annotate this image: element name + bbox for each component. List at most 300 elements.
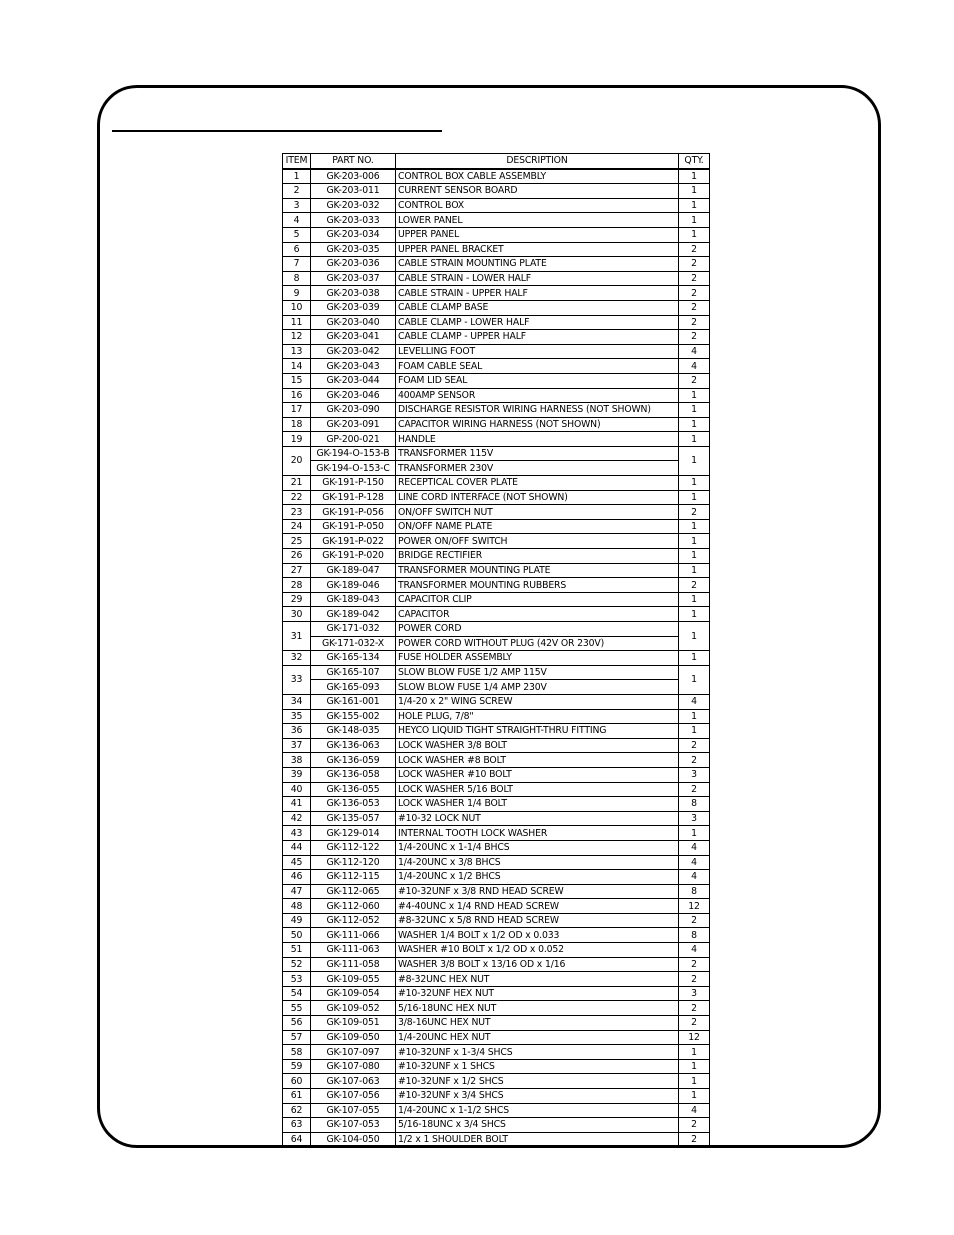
table-row bbox=[283, 257, 710, 272]
quantity: 12 bbox=[679, 1030, 710, 1045]
table-row bbox=[283, 972, 710, 987]
quantity: 1 bbox=[679, 622, 710, 651]
item-number: 30 bbox=[283, 607, 311, 622]
table-row bbox=[283, 373, 710, 388]
item-number: 8 bbox=[283, 271, 311, 286]
item-number: 47 bbox=[283, 884, 311, 899]
bill-of-materials-table bbox=[282, 153, 710, 1147]
quantity: 2 bbox=[679, 505, 710, 520]
quantity: 1 bbox=[679, 724, 710, 739]
part-number: GK-189-042 bbox=[311, 607, 396, 622]
part-number: GK-155-002 bbox=[311, 709, 396, 724]
description: WASHER #10 BOLT x 1/2 OD x 0.052 bbox=[396, 943, 679, 958]
part-number: GK-203-090 bbox=[311, 403, 396, 418]
item-number: 22 bbox=[283, 490, 311, 505]
description: POWER CORD WITHOUT PLUG (42V OR 230V) bbox=[396, 636, 679, 651]
header-item: ITEM bbox=[283, 154, 311, 169]
quantity: 1 bbox=[679, 534, 710, 549]
item-number: 36 bbox=[283, 724, 311, 739]
item-number: 19 bbox=[283, 432, 311, 447]
description: ON/OFF SWITCH NUT bbox=[396, 505, 679, 520]
part-number: GP-200-021 bbox=[311, 432, 396, 447]
quantity: 1 bbox=[679, 476, 710, 491]
quantity: 2 bbox=[679, 957, 710, 972]
table-row bbox=[283, 957, 710, 972]
table-row bbox=[283, 1089, 710, 1104]
description: LEVELLING FOOT bbox=[396, 344, 679, 359]
table-row bbox=[283, 767, 710, 782]
table-row bbox=[283, 1016, 710, 1031]
table-row bbox=[283, 782, 710, 797]
description: 1/4-20UNC HEX NUT bbox=[396, 1030, 679, 1045]
item-number: 7 bbox=[283, 257, 311, 272]
item-number: 37 bbox=[283, 738, 311, 753]
description: #8-32UNC HEX NUT bbox=[396, 972, 679, 987]
table-row bbox=[283, 811, 710, 826]
table-row bbox=[283, 446, 710, 461]
description: FUSE HOLDER ASSEMBLY bbox=[396, 651, 679, 666]
table-row bbox=[283, 1059, 710, 1074]
quantity: 1 bbox=[679, 607, 710, 622]
table-row bbox=[283, 461, 710, 476]
item-number: 64 bbox=[283, 1132, 311, 1147]
quantity: 2 bbox=[679, 738, 710, 753]
item-number: 29 bbox=[283, 592, 311, 607]
item-number: 63 bbox=[283, 1118, 311, 1133]
item-number: 35 bbox=[283, 709, 311, 724]
description: #10-32UNF x 1/2 SHCS bbox=[396, 1074, 679, 1089]
description: CURRENT SENSOR BOARD bbox=[396, 184, 679, 199]
part-number: GK-165-134 bbox=[311, 651, 396, 666]
table-row bbox=[283, 592, 710, 607]
quantity: 1 bbox=[679, 826, 710, 841]
item-number: 9 bbox=[283, 286, 311, 301]
quantity: 1 bbox=[679, 417, 710, 432]
table-row bbox=[283, 899, 710, 914]
table-row bbox=[283, 1118, 710, 1133]
item-number: 40 bbox=[283, 782, 311, 797]
description: ON/OFF NAME PLATE bbox=[396, 519, 679, 534]
table-row bbox=[283, 738, 710, 753]
quantity: 3 bbox=[679, 811, 710, 826]
item-number: 1 bbox=[283, 169, 311, 184]
item-number: 17 bbox=[283, 403, 311, 418]
part-number: GK-136-059 bbox=[311, 753, 396, 768]
item-number: 39 bbox=[283, 767, 311, 782]
table-row bbox=[283, 242, 710, 257]
description: WASHER 3/8 BOLT x 13/16 OD x 1/16 bbox=[396, 957, 679, 972]
header-qty: QTY. bbox=[679, 154, 710, 169]
quantity: 1 bbox=[679, 563, 710, 578]
part-number: GK-111-058 bbox=[311, 957, 396, 972]
item-number: 12 bbox=[283, 330, 311, 345]
quantity: 1 bbox=[679, 1074, 710, 1089]
description: UPPER PANEL bbox=[396, 227, 679, 242]
description: BRIDGE RECTIFIER bbox=[396, 549, 679, 564]
table-row bbox=[283, 884, 710, 899]
part-number: GK-203-042 bbox=[311, 344, 396, 359]
description: TRANSFORMER MOUNTING RUBBERS bbox=[396, 578, 679, 593]
table-row bbox=[283, 1030, 710, 1045]
description: 1/4-20UNC x 1-1/2 SHCS bbox=[396, 1103, 679, 1118]
quantity: 2 bbox=[679, 286, 710, 301]
table-row bbox=[283, 1074, 710, 1089]
item-number: 32 bbox=[283, 651, 311, 666]
table-row bbox=[283, 198, 710, 213]
table-row bbox=[283, 943, 710, 958]
quantity: 1 bbox=[679, 651, 710, 666]
quantity: 2 bbox=[679, 578, 710, 593]
table-row bbox=[283, 636, 710, 651]
item-number: 45 bbox=[283, 855, 311, 870]
table-row bbox=[283, 840, 710, 855]
item-number: 34 bbox=[283, 694, 311, 709]
quantity: 4 bbox=[679, 359, 710, 374]
table-row bbox=[283, 826, 710, 841]
part-number: GK-203-038 bbox=[311, 286, 396, 301]
table-row bbox=[283, 1132, 710, 1147]
item-number: 62 bbox=[283, 1103, 311, 1118]
table-row bbox=[283, 227, 710, 242]
quantity: 4 bbox=[679, 870, 710, 885]
quantity: 1 bbox=[679, 198, 710, 213]
description: 400AMP SENSOR bbox=[396, 388, 679, 403]
header-part-no: PART NO. bbox=[311, 154, 396, 169]
table-row bbox=[283, 724, 710, 739]
item-number: 58 bbox=[283, 1045, 311, 1060]
description: 1/4-20UNC x 3/8 BHCS bbox=[396, 855, 679, 870]
part-number: GK-107-055 bbox=[311, 1103, 396, 1118]
description: POWER ON/OFF SWITCH bbox=[396, 534, 679, 549]
table-body bbox=[283, 169, 710, 1147]
item-number: 56 bbox=[283, 1016, 311, 1031]
item-number: 3 bbox=[283, 198, 311, 213]
description: LOCK WASHER 5/16 BOLT bbox=[396, 782, 679, 797]
quantity: 4 bbox=[679, 1103, 710, 1118]
quantity: 2 bbox=[679, 753, 710, 768]
part-number: GK-109-055 bbox=[311, 972, 396, 987]
item-number: 41 bbox=[283, 797, 311, 812]
part-number: GK-135-057 bbox=[311, 811, 396, 826]
quantity: 1 bbox=[679, 184, 710, 199]
description: LINE CORD INTERFACE (NOT SHOWN) bbox=[396, 490, 679, 505]
item-number: 20 bbox=[283, 446, 311, 475]
quantity: 4 bbox=[679, 840, 710, 855]
description: CABLE CLAMP BASE bbox=[396, 300, 679, 315]
quantity: 3 bbox=[679, 986, 710, 1001]
part-number: GK-129-014 bbox=[311, 826, 396, 841]
description: CONTROL BOX bbox=[396, 198, 679, 213]
description: CAPACITOR WIRING HARNESS (NOT SHOWN) bbox=[396, 417, 679, 432]
table-row bbox=[283, 622, 710, 637]
table-row bbox=[283, 271, 710, 286]
quantity: 2 bbox=[679, 373, 710, 388]
description: FOAM CABLE SEAL bbox=[396, 359, 679, 374]
description: #10-32UNF x 3/4 SHCS bbox=[396, 1089, 679, 1104]
quantity: 1 bbox=[679, 490, 710, 505]
part-number: GK-165-107 bbox=[311, 665, 396, 680]
part-number: GK-191-P-050 bbox=[311, 519, 396, 534]
table-row bbox=[283, 753, 710, 768]
quantity: 1 bbox=[679, 1059, 710, 1074]
part-number: GK-136-055 bbox=[311, 782, 396, 797]
description: 1/4-20 x 2" WING SCREW bbox=[396, 694, 679, 709]
description: INTERNAL TOOTH LOCK WASHER bbox=[396, 826, 679, 841]
item-number: 43 bbox=[283, 826, 311, 841]
description: UPPER PANEL BRACKET bbox=[396, 242, 679, 257]
description: LOCK WASHER 3/8 BOLT bbox=[396, 738, 679, 753]
item-number: 48 bbox=[283, 899, 311, 914]
item-number: 33 bbox=[283, 665, 311, 694]
description: LOCK WASHER #8 BOLT bbox=[396, 753, 679, 768]
item-number: 38 bbox=[283, 753, 311, 768]
table-row bbox=[283, 330, 710, 345]
table-row bbox=[283, 534, 710, 549]
description: #8-32UNC x 5/8 RND HEAD SCREW bbox=[396, 913, 679, 928]
part-number: GK-111-063 bbox=[311, 943, 396, 958]
description: 5/16-18UNC x 3/4 SHCS bbox=[396, 1118, 679, 1133]
table-row bbox=[283, 665, 710, 680]
table-row bbox=[283, 1045, 710, 1060]
item-number: 11 bbox=[283, 315, 311, 330]
item-number: 21 bbox=[283, 476, 311, 491]
quantity: 2 bbox=[679, 271, 710, 286]
quantity: 1 bbox=[679, 227, 710, 242]
quantity: 3 bbox=[679, 767, 710, 782]
part-number: GK-191-P-150 bbox=[311, 476, 396, 491]
quantity: 1 bbox=[679, 432, 710, 447]
table-row bbox=[283, 432, 710, 447]
table-row bbox=[283, 549, 710, 564]
quantity: 2 bbox=[679, 300, 710, 315]
quantity: 2 bbox=[679, 1132, 710, 1147]
item-number: 23 bbox=[283, 505, 311, 520]
table-row bbox=[283, 607, 710, 622]
description: CAPACITOR CLIP bbox=[396, 592, 679, 607]
description: #10-32UNF x 1 SHCS bbox=[396, 1059, 679, 1074]
description: DISCHARGE RESISTOR WIRING HARNESS (NOT SHOWN) bbox=[396, 403, 679, 418]
part-number: GK-203-036 bbox=[311, 257, 396, 272]
quantity: 1 bbox=[679, 592, 710, 607]
part-number: GK-109-052 bbox=[311, 1001, 396, 1016]
part-number: GK-165-093 bbox=[311, 680, 396, 695]
quantity: 4 bbox=[679, 344, 710, 359]
item-number: 51 bbox=[283, 943, 311, 958]
part-number: GK-194-O-153-B bbox=[311, 446, 396, 461]
item-number: 53 bbox=[283, 972, 311, 987]
description: RECEPTICAL COVER PLATE bbox=[396, 476, 679, 491]
description: LOCK WASHER #10 BOLT bbox=[396, 767, 679, 782]
item-number: 42 bbox=[283, 811, 311, 826]
quantity: 1 bbox=[679, 1089, 710, 1104]
table-row bbox=[283, 169, 710, 184]
quantity: 1 bbox=[679, 665, 710, 694]
table-row bbox=[283, 519, 710, 534]
description: LOWER PANEL bbox=[396, 213, 679, 228]
table-row bbox=[283, 928, 710, 943]
part-number: GK-203-034 bbox=[311, 227, 396, 242]
header-description: DESCRIPTION bbox=[396, 154, 679, 169]
part-number: GK-109-051 bbox=[311, 1016, 396, 1031]
item-number: 31 bbox=[283, 622, 311, 651]
table-row bbox=[283, 417, 710, 432]
description: CABLE STRAIN MOUNTING PLATE bbox=[396, 257, 679, 272]
quantity: 2 bbox=[679, 782, 710, 797]
description: SLOW BLOW FUSE 1/4 AMP 230V bbox=[396, 680, 679, 695]
table-row bbox=[283, 184, 710, 199]
quantity: 4 bbox=[679, 694, 710, 709]
table-row bbox=[283, 694, 710, 709]
part-number: GK-203-011 bbox=[311, 184, 396, 199]
table-row bbox=[283, 505, 710, 520]
part-number: GK-112-122 bbox=[311, 840, 396, 855]
table-row bbox=[283, 870, 710, 885]
description: CABLE STRAIN - UPPER HALF bbox=[396, 286, 679, 301]
description: #10-32UNF x 1-3/4 SHCS bbox=[396, 1045, 679, 1060]
table-row bbox=[283, 315, 710, 330]
part-number: GK-191-P-022 bbox=[311, 534, 396, 549]
table-row bbox=[283, 855, 710, 870]
part-number: GK-203-046 bbox=[311, 388, 396, 403]
quantity: 1 bbox=[679, 169, 710, 184]
item-number: 18 bbox=[283, 417, 311, 432]
quantity: 1 bbox=[679, 403, 710, 418]
part-number: GK-136-053 bbox=[311, 797, 396, 812]
quantity: 2 bbox=[679, 330, 710, 345]
description: CONTROL BOX CABLE ASSEMBLY bbox=[396, 169, 679, 184]
part-number: GK-109-054 bbox=[311, 986, 396, 1001]
table-row bbox=[283, 403, 710, 418]
part-number: GK-112-120 bbox=[311, 855, 396, 870]
description: TRANSFORMER MOUNTING PLATE bbox=[396, 563, 679, 578]
description: TRANSFORMER 115V bbox=[396, 446, 679, 461]
table-header-row bbox=[283, 154, 710, 169]
part-number: GK-203-006 bbox=[311, 169, 396, 184]
part-number: GK-107-063 bbox=[311, 1074, 396, 1089]
description: 1/4-20UNC x 1-1/4 BHCS bbox=[396, 840, 679, 855]
part-number: GK-203-040 bbox=[311, 315, 396, 330]
part-number: GK-161-001 bbox=[311, 694, 396, 709]
table-row bbox=[283, 213, 710, 228]
item-number: 50 bbox=[283, 928, 311, 943]
part-number: GK-203-032 bbox=[311, 198, 396, 213]
part-number: GK-189-047 bbox=[311, 563, 396, 578]
quantity: 2 bbox=[679, 242, 710, 257]
table-row bbox=[283, 490, 710, 505]
part-number: GK-107-080 bbox=[311, 1059, 396, 1074]
item-number: 24 bbox=[283, 519, 311, 534]
description: TRANSFORMER 230V bbox=[396, 461, 679, 476]
item-number: 49 bbox=[283, 913, 311, 928]
description: FOAM LID SEAL bbox=[396, 373, 679, 388]
quantity: 12 bbox=[679, 899, 710, 914]
item-number: 59 bbox=[283, 1059, 311, 1074]
part-number: GK-112-060 bbox=[311, 899, 396, 914]
description: CABLE STRAIN - LOWER HALF bbox=[396, 271, 679, 286]
quantity: 2 bbox=[679, 972, 710, 987]
part-number: GK-107-053 bbox=[311, 1118, 396, 1133]
part-number: GK-194-O-153-C bbox=[311, 461, 396, 476]
part-number: GK-203-044 bbox=[311, 373, 396, 388]
item-number: 2 bbox=[283, 184, 311, 199]
part-number: GK-104-050 bbox=[311, 1132, 396, 1147]
item-number: 4 bbox=[283, 213, 311, 228]
part-number: GK-112-052 bbox=[311, 913, 396, 928]
description: 3/8-16UNC HEX NUT bbox=[396, 1016, 679, 1031]
item-number: 6 bbox=[283, 242, 311, 257]
description: #4-40UNC x 1/4 RND HEAD SCREW bbox=[396, 899, 679, 914]
table-row bbox=[283, 651, 710, 666]
part-number: GK-189-043 bbox=[311, 592, 396, 607]
description: 5/16-18UNC HEX NUT bbox=[396, 1001, 679, 1016]
part-number: GK-203-043 bbox=[311, 359, 396, 374]
quantity: 8 bbox=[679, 928, 710, 943]
quantity: 2 bbox=[679, 1118, 710, 1133]
item-number: 16 bbox=[283, 388, 311, 403]
quantity: 2 bbox=[679, 913, 710, 928]
part-number: GK-203-041 bbox=[311, 330, 396, 345]
title-underline bbox=[112, 130, 442, 132]
part-number: GK-203-091 bbox=[311, 417, 396, 432]
part-number: GK-111-066 bbox=[311, 928, 396, 943]
table-row bbox=[283, 300, 710, 315]
item-number: 14 bbox=[283, 359, 311, 374]
item-number: 44 bbox=[283, 840, 311, 855]
table-row bbox=[283, 578, 710, 593]
description: CAPACITOR bbox=[396, 607, 679, 622]
part-number: GK-203-033 bbox=[311, 213, 396, 228]
item-number: 10 bbox=[283, 300, 311, 315]
item-number: 46 bbox=[283, 870, 311, 885]
part-number: GK-203-035 bbox=[311, 242, 396, 257]
quantity: 1 bbox=[679, 1045, 710, 1060]
item-number: 54 bbox=[283, 986, 311, 1001]
part-number: GK-203-039 bbox=[311, 300, 396, 315]
description: #10-32 LOCK NUT bbox=[396, 811, 679, 826]
part-number: GK-191-P-128 bbox=[311, 490, 396, 505]
table-row bbox=[283, 797, 710, 812]
part-number: GK-136-063 bbox=[311, 738, 396, 753]
description: HEYCO LIQUID TIGHT STRAIGHT-THRU FITTING bbox=[396, 724, 679, 739]
description: LOCK WASHER 1/4 BOLT bbox=[396, 797, 679, 812]
item-number: 5 bbox=[283, 227, 311, 242]
table-row bbox=[283, 986, 710, 1001]
description: WASHER 1/4 BOLT x 1/2 OD x 0.033 bbox=[396, 928, 679, 943]
quantity: 1 bbox=[679, 519, 710, 534]
part-number: GK-107-097 bbox=[311, 1045, 396, 1060]
quantity: 2 bbox=[679, 315, 710, 330]
part-number: GK-191-P-020 bbox=[311, 549, 396, 564]
item-number: 60 bbox=[283, 1074, 311, 1089]
table-row bbox=[283, 913, 710, 928]
table-row bbox=[283, 359, 710, 374]
part-number: GK-171-032 bbox=[311, 622, 396, 637]
quantity: 1 bbox=[679, 388, 710, 403]
quantity: 1 bbox=[679, 549, 710, 564]
item-number: 55 bbox=[283, 1001, 311, 1016]
table-row bbox=[283, 1001, 710, 1016]
part-number: GK-112-065 bbox=[311, 884, 396, 899]
part-number: GK-171-032-X bbox=[311, 636, 396, 651]
description: POWER CORD bbox=[396, 622, 679, 637]
table-row bbox=[283, 1103, 710, 1118]
item-number: 25 bbox=[283, 534, 311, 549]
part-number: GK-112-115 bbox=[311, 870, 396, 885]
quantity: 2 bbox=[679, 257, 710, 272]
item-number: 61 bbox=[283, 1089, 311, 1104]
quantity: 2 bbox=[679, 1016, 710, 1031]
table-row bbox=[283, 286, 710, 301]
